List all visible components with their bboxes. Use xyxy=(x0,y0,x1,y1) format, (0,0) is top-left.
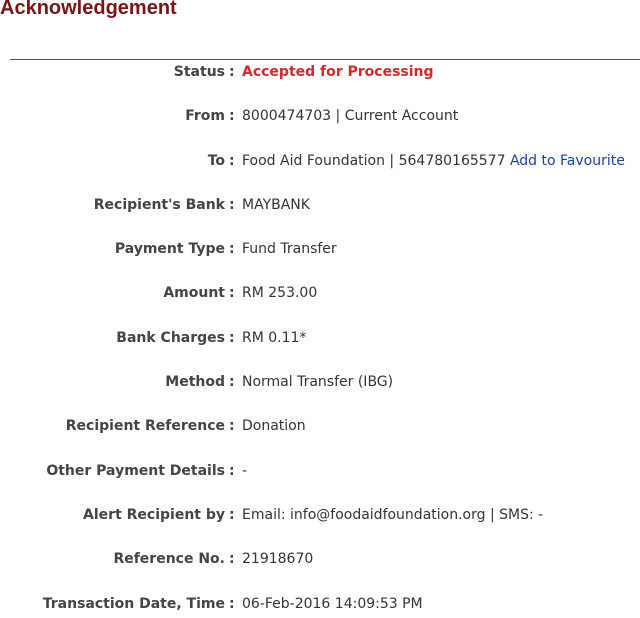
other-payment-details-row xyxy=(0,461,640,505)
other-payment-details-separator: : xyxy=(229,462,235,479)
other-payment-details-value: - xyxy=(242,462,248,479)
alert-recipient-value: Email: info@foodaidfoundation.org | SMS: - xyxy=(242,506,544,523)
recipient-reference-separator: : xyxy=(229,418,235,435)
reference-no-row xyxy=(0,549,640,593)
from-row xyxy=(0,106,640,150)
recipient-bank-separator: : xyxy=(229,196,235,213)
amount-label: Amount xyxy=(163,285,225,302)
amount-separator: : xyxy=(229,285,235,302)
bank-charges-separator: : xyxy=(229,329,235,346)
alert-recipient-label: Alert Recipient by xyxy=(83,506,225,523)
status-row xyxy=(0,62,640,106)
transaction-datetime-row xyxy=(0,594,640,618)
method-label: Method xyxy=(165,374,225,391)
payment-type-separator: : xyxy=(229,241,235,258)
from-label: From xyxy=(185,108,225,125)
transaction-datetime-separator: : xyxy=(229,595,235,612)
payment-type-row xyxy=(0,239,640,283)
to-value: Food Aid Foundation | 564780165577 xyxy=(242,152,506,169)
recipient-bank-label: Recipient's Bank xyxy=(93,196,225,213)
to-row xyxy=(0,151,640,195)
title-divider xyxy=(10,59,640,60)
status-value: Accepted for Processing xyxy=(242,64,434,80)
bank-charges-label: Bank Charges xyxy=(116,329,225,346)
recipient-reference-row xyxy=(0,416,640,460)
method-value: Normal Transfer (IBG) xyxy=(242,374,394,391)
from-value: 8000474703 | Current Account xyxy=(242,108,459,125)
reference-no-value: 21918670 xyxy=(242,551,314,568)
to-value-group xyxy=(242,151,625,171)
recipient-bank-value: MAYBANK xyxy=(242,196,310,213)
from-separator: : xyxy=(229,108,235,125)
transaction-datetime-label: Transaction Date, Time xyxy=(42,595,225,612)
bank-charges-value: RM 0.11* xyxy=(242,329,307,346)
recipient-bank-row xyxy=(0,195,640,239)
transaction-datetime-value: 06-Feb-2016 14:09:53 PM xyxy=(242,595,423,612)
to-label: To xyxy=(207,152,225,169)
amount-value: RM 253.00 xyxy=(242,285,318,302)
status-label: Status xyxy=(173,64,225,80)
status-separator: : xyxy=(229,64,235,80)
details-list xyxy=(0,62,640,618)
payment-type-label: Payment Type xyxy=(114,241,225,258)
other-payment-details-label: Other Payment Details xyxy=(46,462,225,479)
amount-row xyxy=(0,283,640,327)
alert-recipient-row xyxy=(0,505,640,549)
page-title: Acknowledgement xyxy=(0,0,177,19)
reference-no-separator: : xyxy=(229,551,235,568)
to-separator: : xyxy=(229,152,235,169)
alert-recipient-separator: : xyxy=(229,506,235,523)
recipient-reference-label: Recipient Reference xyxy=(65,418,225,435)
payment-type-value: Fund Transfer xyxy=(242,241,337,258)
bank-charges-row xyxy=(0,328,640,372)
method-separator: : xyxy=(229,374,235,391)
add-to-favourite-link[interactable]: Add to Favourite xyxy=(509,152,625,169)
recipient-reference-value: Donation xyxy=(242,418,306,435)
reference-no-label: Reference No. xyxy=(113,551,225,568)
method-row xyxy=(0,372,640,416)
